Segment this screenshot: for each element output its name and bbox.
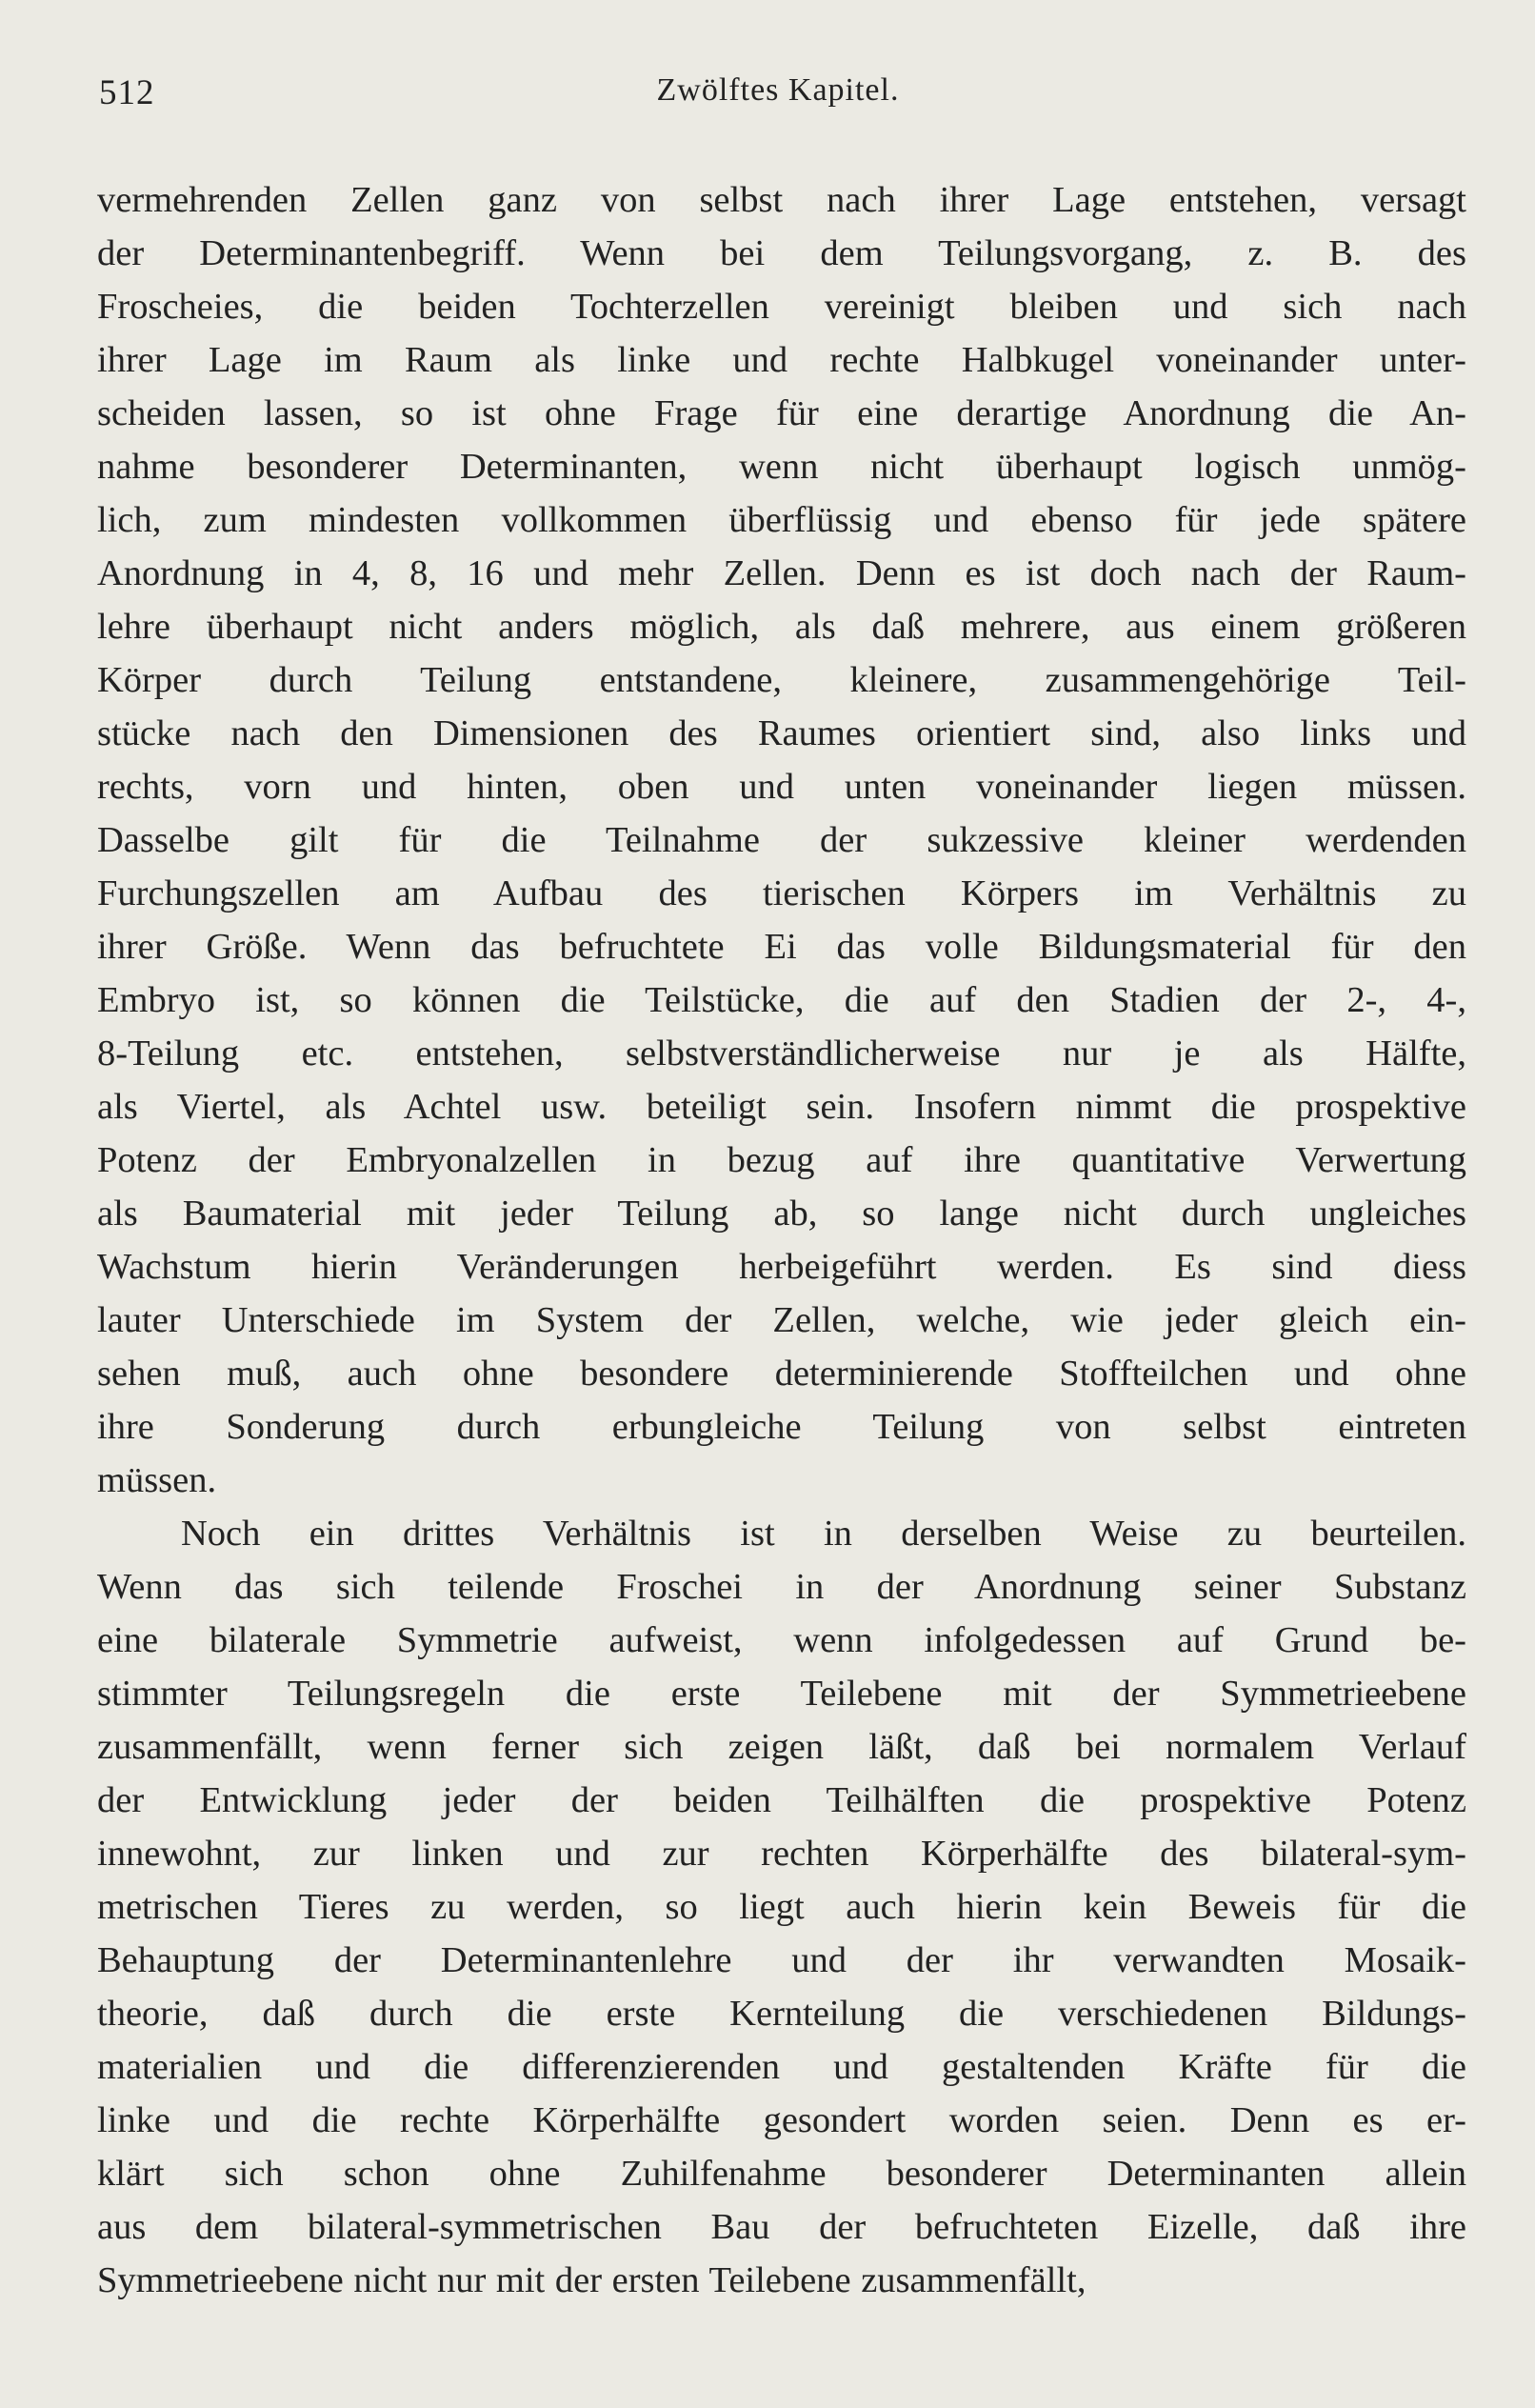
paragraph (97, 1507, 1466, 2307)
text-line: Symmetrieebene nicht nur mit der ersten Teilebene zusammenfällt, (97, 2260, 1086, 2300)
text-line: lauter Unterschiede im System der Zellen, welche, wie jeder gleich ein- (97, 1300, 1466, 1340)
body-text (97, 173, 1466, 2307)
page-number: 512 (99, 73, 155, 112)
running-title: Zwölftes Kapitel. (656, 72, 900, 108)
text-line: Potenz der Embryonalzellen in bezug auf ihre quantitative Verwertung (97, 1140, 1466, 1180)
text-line: stücke nach den Dimensionen des Raumes orientiert sind, also links und (97, 713, 1466, 753)
text-line: Wenn das sich teilende Froschei in der Anordnung seiner Substanz (97, 1567, 1466, 1607)
text-line: Noch ein drittes Verhältnis ist in derselben Weise zu beurteilen. (181, 1514, 1466, 1554)
text-line: lich, zum mindesten vollkommen überflüssig und ebenso für jede spätere (97, 500, 1466, 540)
text-line: Dasselbe gilt für die Teilnahme der sukzessive kleiner werdenden (97, 820, 1466, 860)
text-line: Behauptung der Determinantenlehre und der ihr verwandten Mosaik- (97, 1940, 1466, 1980)
text-line: Körper durch Teilung entstandene, kleinere, zusammengehörige Teil- (97, 660, 1466, 700)
page-header (99, 72, 1457, 120)
text-line: aus dem bilateral-symmetrischen Bau der befruchteten Eizelle, daß ihre (97, 2207, 1466, 2247)
text-line: müssen. (97, 1460, 217, 1500)
text-line: stimmter Teilungsregeln die erste Teilebene mit der Symmetrieebene (97, 1674, 1466, 1714)
text-line: lehre überhaupt nicht anders möglich, als daß mehrere, aus einem größeren (97, 607, 1466, 647)
text-line: ihrer Größe. Wenn das befruchtete Ei das volle Bildungsmaterial für den (97, 927, 1466, 967)
text-line: ihre Sonderung durch erbungleiche Teilung von selbst eintreten (97, 1407, 1466, 1447)
text-line: scheiden lassen, so ist ohne Frage für eine derartige Anordnung die An- (97, 393, 1466, 433)
text-line: vermehrenden Zellen ganz von selbst nach ihrer Lage entstehen, versagt (97, 180, 1466, 220)
text-line: materialien und die differenzierenden und gestaltenden Kräfte für die (97, 2047, 1466, 2087)
paragraph (97, 173, 1466, 1507)
text-line: Anordnung in 4, 8, 16 und mehr Zellen. Denn es ist doch nach der Raum- (97, 553, 1466, 593)
text-line: rechts, vorn und hinten, oben und unten voneinander liegen müssen. (97, 767, 1466, 807)
text-line: 8-Teilung etc. entstehen, selbstverständlicherweise nur je als Hälfte, (97, 1033, 1466, 1074)
text-line: klärt sich schon ohne Zuhilfenahme besonderer Determinanten allein (97, 2154, 1466, 2194)
text-line: als Baumaterial mit jeder Teilung ab, so lange nicht durch ungleiches (97, 1194, 1466, 1234)
text-line: innewohnt, zur linken und zur rechten Körperhälfte des bilateral-sym- (97, 1834, 1466, 1874)
text-line: eine bilaterale Symmetrie aufweist, wenn infolgedessen auf Grund be- (97, 1620, 1466, 1660)
text-line: Froscheies, die beiden Tochterzellen vereinigt bleiben und sich nach (97, 287, 1466, 327)
text-line: metrischen Tieres zu werden, so liegt auch hierin kein Beweis für die (97, 1887, 1466, 1927)
text-line: nahme besonderer Determinanten, wenn nicht überhaupt logisch unmög- (97, 447, 1466, 487)
text-line: Embryo ist, so können die Teilstücke, die auf den Stadien der 2-, 4-, (97, 980, 1466, 1020)
text-line: linke und die rechte Körperhälfte gesondert worden seien. Denn es er- (97, 2100, 1466, 2140)
text-line: Wachstum hierin Veränderungen herbeigeführt werden. Es sind diess (97, 1247, 1466, 1287)
text-line: der Determinantenbegriff. Wenn bei dem Teilungsvorgang, z. B. des (97, 233, 1466, 273)
text-line: zusammenfällt, wenn ferner sich zeigen läßt, daß bei normalem Verlauf (97, 1727, 1466, 1767)
text-line: sehen muß, auch ohne besondere determinierende Stoffteilchen und ohne (97, 1354, 1466, 1394)
text-line: als Viertel, als Achtel usw. beteiligt sein. Insofern nimmt die prospektive (97, 1087, 1466, 1127)
text-line: theorie, daß durch die erste Kernteilung die verschiedenen Bildungs- (97, 1994, 1466, 2034)
text-line: ihrer Lage im Raum als linke und rechte Halbkugel voneinander unter- (97, 340, 1466, 380)
text-line: Furchungszellen am Aufbau des tierischen Körpers im Verhältnis zu (97, 873, 1466, 913)
text-line: der Entwicklung jeder der beiden Teilhälften die prospektive Potenz (97, 1780, 1466, 1820)
